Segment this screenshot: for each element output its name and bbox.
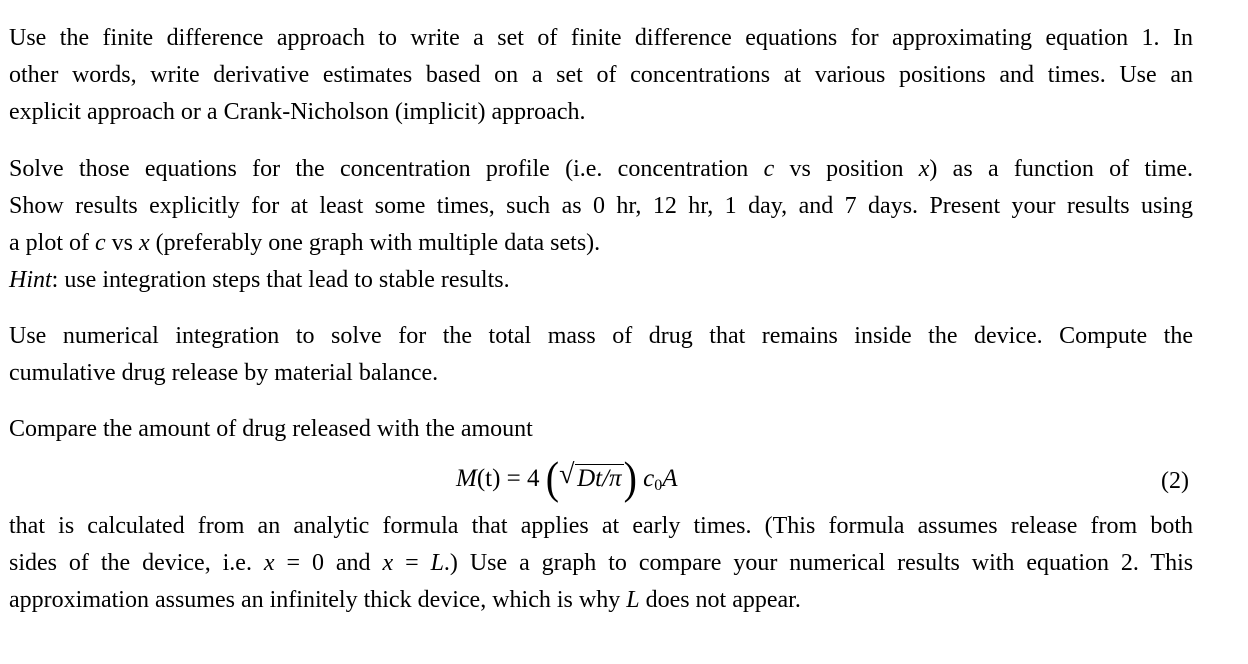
math-c: c — [763, 156, 775, 182]
text-line: explicit approach or a Crank-Nicholson (implicit) approach. — [9, 99, 586, 125]
hint-label: Hint — [9, 267, 52, 293]
paragraph-concentration-profile — [9, 151, 1193, 299]
equation-2 — [9, 451, 1193, 507]
text-line: other words, write derivative estimates based on a set of concentrations at various positions and times. Use an — [9, 62, 1193, 88]
paragraph-finite-difference — [9, 20, 1193, 131]
text-line: cumulative drug release by material balance. — [9, 360, 439, 386]
text-line: that is calculated from an analytic formula that applies at early times. (This formula assumes release from both — [9, 513, 1193, 539]
text-line: Compare the amount of drug released with the amount — [9, 416, 533, 442]
text-line: Use the finite difference approach to write a set of finite difference equations for approximating equation 1. In — [9, 25, 1193, 51]
math-c: c — [94, 230, 106, 256]
equation-body: M(t) = 4 ( √ Dt/π) $c_0A$ — [456, 451, 678, 504]
text-line: Solve those equations for the concentration profile (i.e. concentration c vs position x) as a function of time. — [9, 156, 1194, 182]
text-line: sides of the device, i.e. x = 0 and x = L.) Use a graph to compare your numerical results with equation 2. This — [9, 550, 1194, 576]
text-line: a plot of c vs x (preferably one graph with multiple data sets). — [9, 230, 601, 256]
hint-line: Hint: use integration steps that lead to stable results. — [9, 267, 510, 293]
text-line: Show results explicitly for at least some times, such as 0 hr, 12 hr, 1 day, and 7 days. Present your results using — [9, 193, 1193, 219]
problem-text — [9, 20, 1193, 619]
math-x: x — [918, 156, 930, 182]
paragraph-compare — [9, 411, 1193, 448]
text-line: Use numerical integration to solve for the total mass of drug that remains inside the device. Compute the — [9, 323, 1193, 349]
math-x: x — [138, 230, 150, 256]
text-line: approximation assumes an infinitely thick device, which is why L does not appear. — [9, 587, 801, 613]
paragraph-numerical-integration — [9, 318, 1193, 392]
equation-number: (2) — [1161, 468, 1189, 494]
paragraph-analytic-formula — [9, 508, 1193, 619]
